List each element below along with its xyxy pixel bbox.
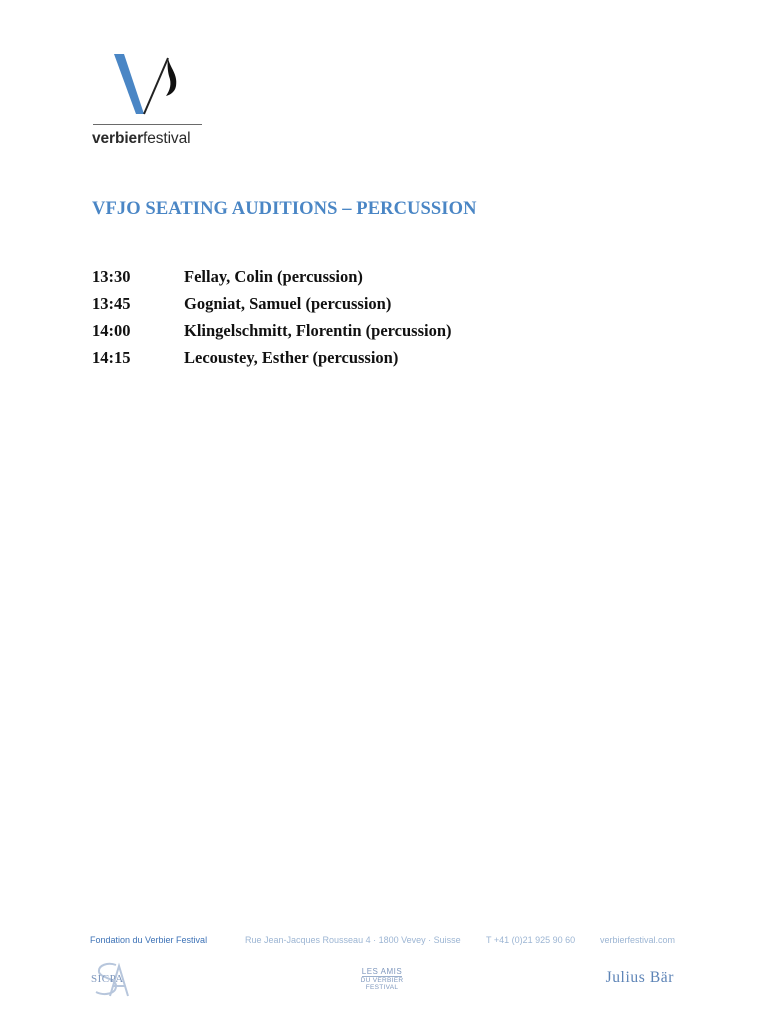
julius-baer-logo: Julius Bär [605,969,674,986]
footer-address: Rue Jean-Jacques Rousseau 4 · 1800 Vevey · Suisse [245,935,461,945]
schedule-time: 14:15 [92,348,131,367]
schedule-row [92,266,452,293]
amis-text-middle: DU VERBIER [360,977,404,984]
schedule-row [92,347,452,374]
logo-wordmark-bold: verbier [92,130,143,147]
sicpa-logo [88,962,132,998]
sponsor-logos [88,962,678,1002]
schedule-name: Gogniat, Samuel (percussion) [184,294,392,313]
audition-schedule [92,266,452,374]
amis-text-bottom: FESTIVAL [365,984,399,991]
verbier-festival-logo [92,52,207,152]
footer-contact [90,935,674,947]
logo-wordmark [92,130,190,148]
schedule-name: Fellay, Colin (percussion) [184,267,363,286]
footer-organization: Fondation du Verbier Festival [90,935,208,945]
document-title: VFJO SEATING AUDITIONS – PERCUSSION [92,199,477,219]
schedule-time: 13:45 [92,294,131,313]
amis-verbier-logo [360,967,404,995]
schedule-row [92,293,452,320]
sicpa-text: SICPA [91,973,124,985]
schedule-name: Klingelschmitt, Florentin (percussion) [184,321,452,340]
verbier-v-mark-icon [112,52,182,118]
footer-website: verbierfestival.com [600,935,676,945]
logo-wordmark-light: festival [143,130,191,147]
footer-phone: T +41 (0)21 925 90 60 [486,935,576,945]
schedule-row [92,320,452,347]
amis-text-top: LES AMIS [361,967,403,976]
logo-divider [93,124,202,125]
schedule-time: 13:30 [92,267,131,286]
schedule-time: 14:00 [92,321,131,340]
schedule-name: Lecoustey, Esther (percussion) [184,348,399,367]
